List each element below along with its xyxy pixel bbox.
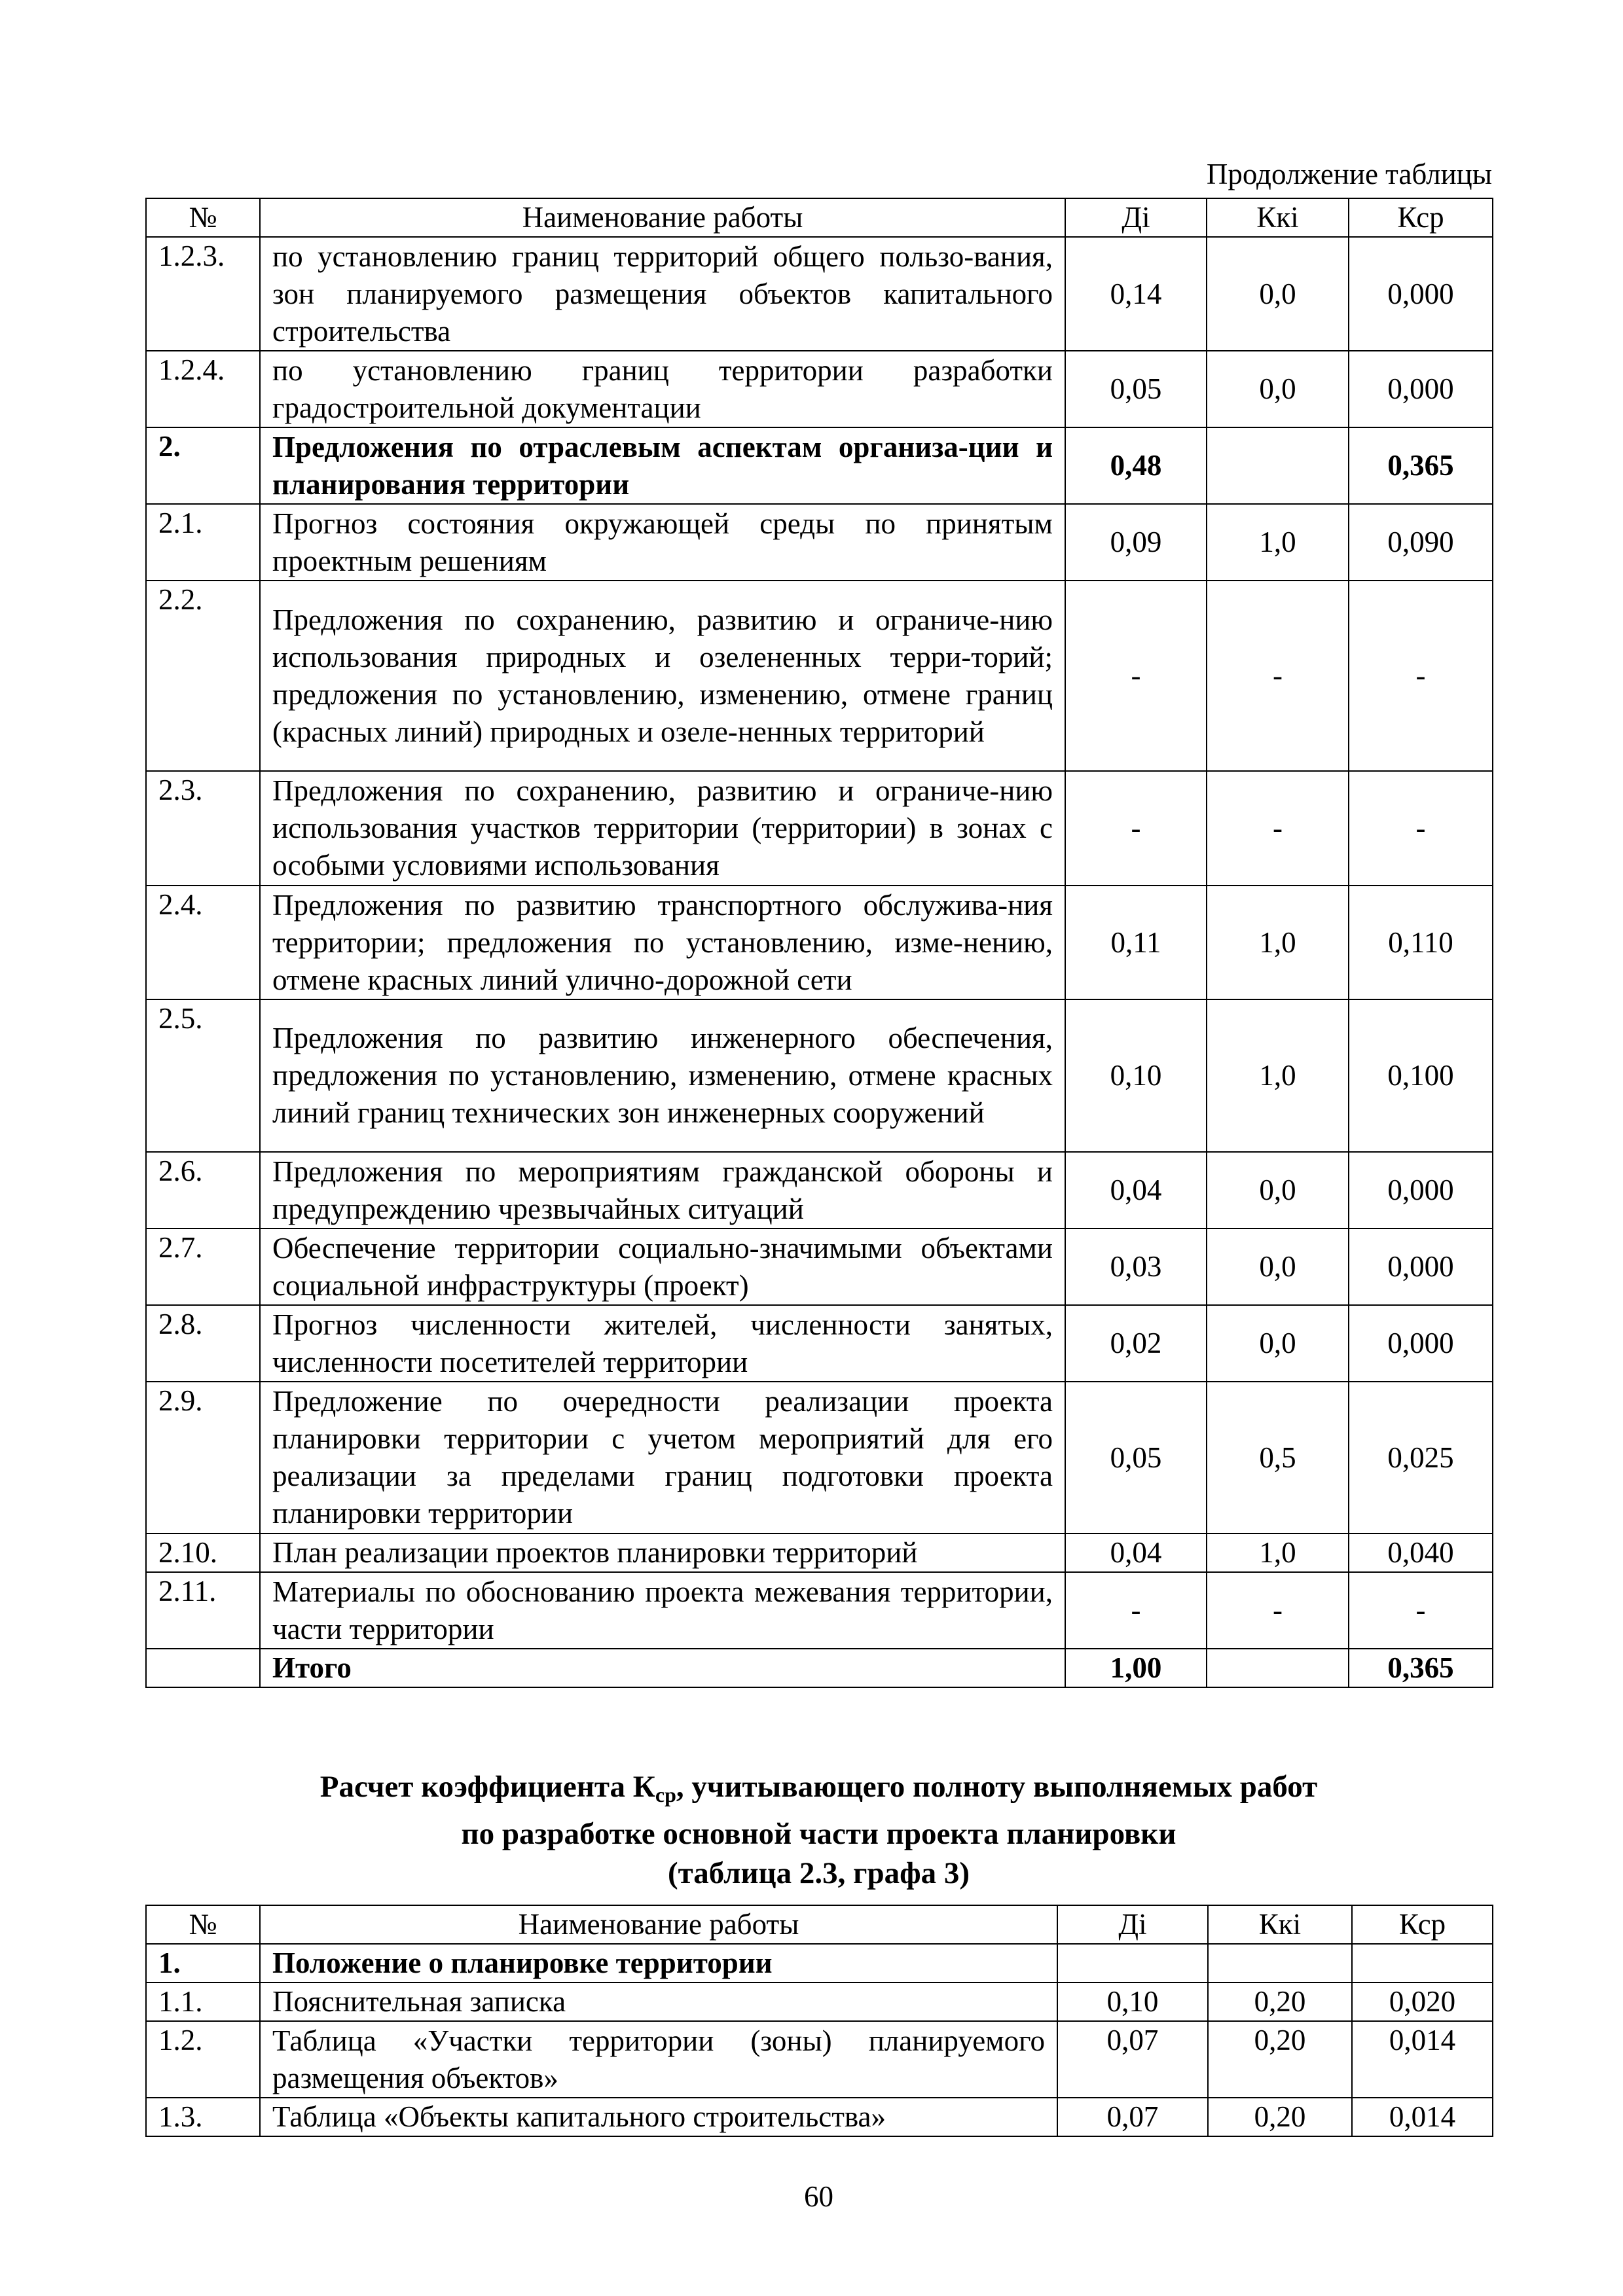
column-header-d: Дi bbox=[1065, 198, 1207, 237]
table-continuation-label: Продолжение таблицы bbox=[1206, 158, 1492, 190]
kk-value: 1,0 bbox=[1207, 1534, 1349, 1572]
table-header-row bbox=[146, 198, 1493, 237]
work-name: Предложения по развитию транспортного обслужива-ния территории; предложения по установлению, изме-нению, отмене красных линий улично-дорожной сети bbox=[260, 886, 1065, 999]
column-header-d: Дi bbox=[1057, 1905, 1208, 1944]
work-name: по установлению границ территорий общего пользо-вания, зон планируемого размещения объектов капитального строительства bbox=[260, 237, 1065, 351]
heading-line-2: по разработке основной части проекта планировки bbox=[461, 1817, 1176, 1851]
table-header-row bbox=[146, 1905, 1493, 1944]
table-row bbox=[146, 1534, 1493, 1572]
work-name: Предложения по сохранению, развитию и ограниче-нию использования участков территории (территории) в зонах с особыми условиями использования bbox=[260, 771, 1065, 886]
row-number: 2.11. bbox=[146, 1572, 260, 1649]
row-number: 2.7. bbox=[146, 1229, 260, 1305]
kk-value: 0,0 bbox=[1207, 351, 1349, 427]
d-value: 0,05 bbox=[1065, 351, 1207, 427]
ksr-value: 0,365 bbox=[1349, 427, 1493, 504]
kk-value: 0,20 bbox=[1208, 2021, 1352, 2098]
table-row bbox=[146, 1982, 1493, 2021]
column-header-kk: Ккi bbox=[1207, 198, 1349, 237]
kk-value: 1,0 bbox=[1207, 999, 1349, 1152]
ksr-value bbox=[1352, 1944, 1493, 1982]
work-name: Положение о планировке территории bbox=[260, 1944, 1057, 1982]
d-value: 1,00 bbox=[1065, 1649, 1207, 1687]
section-heading bbox=[145, 1767, 1492, 1893]
main-part-coefficients-table bbox=[145, 1905, 1493, 2137]
kk-value bbox=[1208, 1944, 1352, 1982]
work-name: Таблица «Участки территории (зоны) планируемого размещения объектов» bbox=[260, 2021, 1057, 2098]
work-name: План реализации проектов планировки территорий bbox=[260, 1534, 1065, 1572]
kk-value: 0,5 bbox=[1207, 1382, 1349, 1534]
work-name: Таблица «Объекты капитального строительства» bbox=[260, 2098, 1057, 2136]
ksr-value: 0,040 bbox=[1349, 1534, 1493, 1572]
work-name: Прогноз численности жителей, численности занятых, численности посетителей территории bbox=[260, 1305, 1065, 1382]
work-name: Предложения по сохранению, развитию и ограниче-нию использования природных и озелененных терри-торий; предложения по установлению, изменению, отмене границ (красных линий) природных и озеле-ненных территорий bbox=[260, 581, 1065, 771]
d-value: 0,09 bbox=[1065, 504, 1207, 581]
work-name: Предложения по отраслевым аспектам организа-ции и планирования территории bbox=[260, 427, 1065, 504]
table-row bbox=[146, 237, 1493, 351]
ksr-value: 0,110 bbox=[1349, 886, 1493, 999]
table-row bbox=[146, 999, 1493, 1152]
ksr-value: 0,000 bbox=[1349, 237, 1493, 351]
ksr-value: 0,000 bbox=[1349, 351, 1493, 427]
table-section-row bbox=[146, 427, 1493, 504]
row-number: 1.3. bbox=[146, 2098, 260, 2136]
row-number: 2. bbox=[146, 427, 260, 504]
table-row bbox=[146, 2098, 1493, 2136]
d-value: 0,05 bbox=[1065, 1382, 1207, 1534]
ksr-value: 0,014 bbox=[1352, 2021, 1493, 2098]
table-row bbox=[146, 351, 1493, 427]
d-value: 0,48 bbox=[1065, 427, 1207, 504]
table-section-row bbox=[146, 1944, 1493, 1982]
ksr-value: 0,000 bbox=[1349, 1305, 1493, 1382]
ksr-value: 0,100 bbox=[1349, 999, 1493, 1152]
d-value: 0,04 bbox=[1065, 1152, 1207, 1229]
row-number: 2.10. bbox=[146, 1534, 260, 1572]
ksr-value: - bbox=[1349, 771, 1493, 886]
row-number: 2.5. bbox=[146, 999, 260, 1152]
table-row bbox=[146, 1305, 1493, 1382]
ksr-value: 0,000 bbox=[1349, 1229, 1493, 1305]
kk-value bbox=[1207, 427, 1349, 504]
d-value: 0,10 bbox=[1065, 999, 1207, 1152]
column-header-kk: Ккi bbox=[1208, 1905, 1352, 1944]
work-name: по установлению границ территории разработки градостроительной документации bbox=[260, 351, 1065, 427]
row-number: 2.8. bbox=[146, 1305, 260, 1382]
row-number: 1.2.3. bbox=[146, 237, 260, 351]
work-name: Материалы по обоснованию проекта межевания территории, части территории bbox=[260, 1572, 1065, 1649]
ksr-value: - bbox=[1349, 581, 1493, 771]
kk-value: - bbox=[1207, 771, 1349, 886]
row-number: 2.9. bbox=[146, 1382, 260, 1534]
table-row bbox=[146, 1382, 1493, 1534]
d-value: 0,11 bbox=[1065, 886, 1207, 999]
ksr-value: - bbox=[1349, 1572, 1493, 1649]
work-name: Предложения по развитию инженерного обеспечения, предложения по установлению, изменению, отмене красных линий границ технических зон инженерных сооружений bbox=[260, 999, 1065, 1152]
d-value: - bbox=[1065, 581, 1207, 771]
d-value: 0,03 bbox=[1065, 1229, 1207, 1305]
kk-value: - bbox=[1207, 1572, 1349, 1649]
row-number: 2.6. bbox=[146, 1152, 260, 1229]
row-number: 2.3. bbox=[146, 771, 260, 886]
kk-value: 0,0 bbox=[1207, 237, 1349, 351]
work-name: Прогноз состояния окружающей среды по принятым проектным решениям bbox=[260, 504, 1065, 581]
ksr-value: 0,020 bbox=[1352, 1982, 1493, 2021]
d-value: 0,10 bbox=[1057, 1982, 1208, 2021]
d-value: 0,02 bbox=[1065, 1305, 1207, 1382]
d-value: - bbox=[1065, 771, 1207, 886]
column-header-ksr: Кср bbox=[1352, 1905, 1493, 1944]
table-row bbox=[146, 1572, 1493, 1649]
heading-line-1: Расчет коэффициента $К_{ср}$, учитывающего полноту выполняемых работ bbox=[319, 1770, 1318, 1806]
d-value: 0,07 bbox=[1057, 2021, 1208, 2098]
table-total-row bbox=[146, 1649, 1493, 1687]
ksr-value: 0,365 bbox=[1349, 1649, 1493, 1687]
table-row bbox=[146, 504, 1493, 581]
column-header-work-name: Наименование работы bbox=[260, 1905, 1057, 1944]
d-value: 0,07 bbox=[1057, 2098, 1208, 2136]
d-value: 0,14 bbox=[1065, 237, 1207, 351]
work-name: Итого bbox=[260, 1649, 1065, 1687]
row-number: 1.2.4. bbox=[146, 351, 260, 427]
column-header-ksr: Кср bbox=[1349, 198, 1493, 237]
column-header-number: № bbox=[146, 198, 260, 237]
kk-value: 0,0 bbox=[1207, 1229, 1349, 1305]
work-name: Пояснительная записка bbox=[260, 1982, 1057, 2021]
table-row bbox=[146, 886, 1493, 999]
table-row bbox=[146, 771, 1493, 886]
ksr-value: 0,000 bbox=[1349, 1152, 1493, 1229]
kk-value: 0,20 bbox=[1208, 1982, 1352, 2021]
work-name: Предложения по мероприятиям гражданской обороны и предупреждению чрезвычайных ситуаций bbox=[260, 1152, 1065, 1229]
d-value bbox=[1057, 1944, 1208, 1982]
column-header-work-name: Наименование работы bbox=[260, 198, 1065, 237]
row-number: 1.2. bbox=[146, 2021, 260, 2098]
row-number bbox=[146, 1649, 260, 1687]
row-number: 1. bbox=[146, 1944, 260, 1982]
table-row bbox=[146, 1152, 1493, 1229]
kk-value: 1,0 bbox=[1207, 886, 1349, 999]
d-value: 0,04 bbox=[1065, 1534, 1207, 1572]
ksr-value: 0,090 bbox=[1349, 504, 1493, 581]
heading-line-3: (таблица 2.3, графа 3) bbox=[667, 1856, 970, 1890]
work-coefficients-table bbox=[145, 198, 1493, 1688]
row-number: 1.1. bbox=[146, 1982, 260, 2021]
kk-value: - bbox=[1207, 581, 1349, 771]
table-row bbox=[146, 1229, 1493, 1305]
kk-value: 0,0 bbox=[1207, 1305, 1349, 1382]
row-number: 2.4. bbox=[146, 886, 260, 999]
page-number: 60 bbox=[804, 2180, 833, 2213]
row-number: 2.1. bbox=[146, 504, 260, 581]
ksr-value: 0,014 bbox=[1352, 2098, 1493, 2136]
column-header-number: № bbox=[146, 1905, 260, 1944]
ksr-value: 0,025 bbox=[1349, 1382, 1493, 1534]
table-row bbox=[146, 2021, 1493, 2098]
d-value: - bbox=[1065, 1572, 1207, 1649]
table-row bbox=[146, 581, 1493, 771]
work-name: Обеспечение территории социально-значимыми объектами социальной инфраструктуры (проект) bbox=[260, 1229, 1065, 1305]
row-number: 2.2. bbox=[146, 581, 260, 771]
kk-value bbox=[1207, 1649, 1349, 1687]
kk-value: 0,20 bbox=[1208, 2098, 1352, 2136]
work-name: Предложение по очередности реализации проекта планировки территории с учетом мероприятий для его реализации за пределами границ подготовки проекта планировки территории bbox=[260, 1382, 1065, 1534]
kk-value: 0,0 bbox=[1207, 1152, 1349, 1229]
kk-value: 1,0 bbox=[1207, 504, 1349, 581]
